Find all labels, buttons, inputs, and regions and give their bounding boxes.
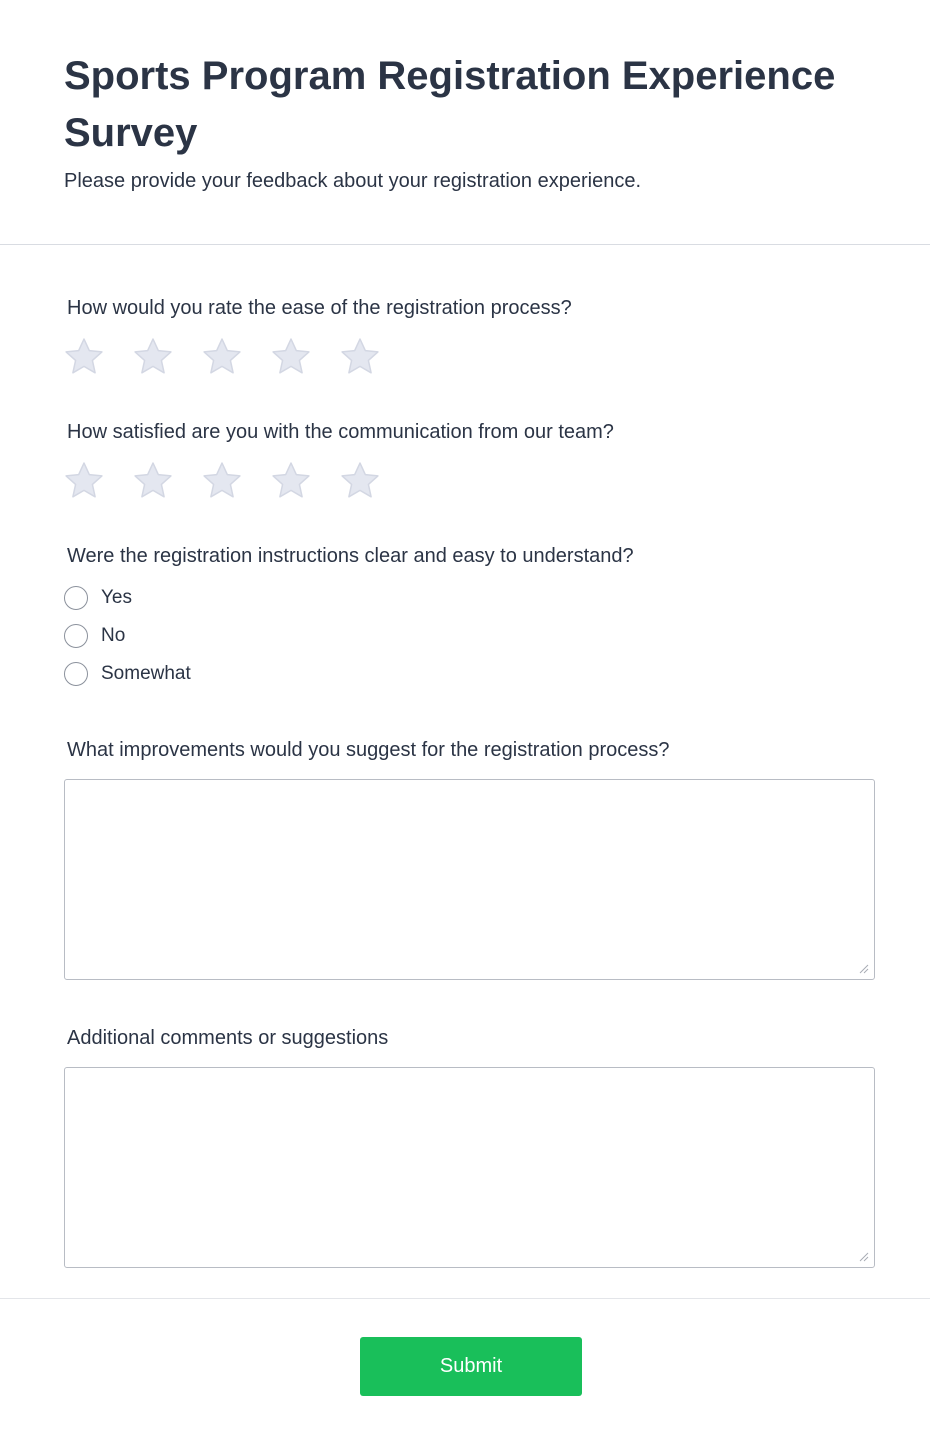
page-description: Please provide your feedback about your registration experience.	[64, 170, 642, 192]
radio-option-no[interactable]	[64, 623, 364, 649]
radio-circle-icon[interactable]	[64, 624, 88, 648]
star-icon[interactable]	[271, 461, 311, 501]
radio-option-label: Yes	[101, 587, 132, 608]
star-rating-ease	[64, 337, 394, 377]
resize-handle-icon[interactable]	[859, 964, 869, 974]
star-icon[interactable]	[64, 337, 104, 377]
form-header	[0, 0, 930, 245]
star-icon[interactable]	[271, 337, 311, 377]
question-label-communication-rating: How satisfied are you with the communication from our team?	[67, 421, 614, 443]
question-label-ease-rating: How would you rate the ease of the registration process?	[67, 297, 572, 319]
radio-option-label: No	[101, 625, 126, 646]
question-label-improvements: What improvements would you suggest for the registration process?	[67, 739, 670, 761]
star-icon[interactable]	[340, 461, 380, 501]
star-icon[interactable]	[202, 337, 242, 377]
star-icon[interactable]	[340, 337, 380, 377]
star-rating-communication	[64, 461, 394, 501]
star-icon[interactable]	[133, 337, 173, 377]
footer-divider	[0, 1298, 930, 1299]
radio-option-somewhat[interactable]	[64, 661, 364, 687]
improvements-textarea[interactable]	[64, 779, 875, 980]
radio-circle-icon[interactable]	[64, 586, 88, 610]
additional-comments-textarea[interactable]	[64, 1067, 875, 1268]
radio-circle-icon[interactable]	[64, 662, 88, 686]
question-label-instructions-clear: Were the registration instructions clear and easy to understand?	[67, 545, 634, 567]
star-icon[interactable]	[64, 461, 104, 501]
radio-option-label: Somewhat	[101, 663, 191, 684]
submit-button[interactable]: Submit	[360, 1337, 582, 1396]
radio-option-yes[interactable]	[64, 585, 364, 611]
star-icon[interactable]	[202, 461, 242, 501]
question-label-additional-comments: Additional comments or suggestions	[67, 1027, 389, 1049]
star-icon[interactable]	[133, 461, 173, 501]
resize-handle-icon[interactable]	[859, 1252, 869, 1262]
page-title: Sports Program Registration Experience Survey	[64, 54, 836, 155]
